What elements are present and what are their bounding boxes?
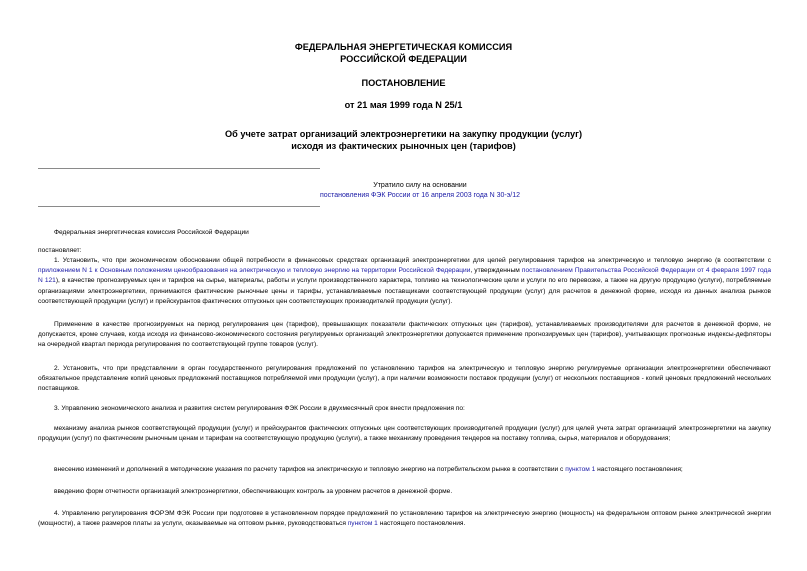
paragraph-4-text-a: 4. Управлению регулирования ФОРЭМ ФЭК России при подготовке в установленном порядке предложений по установлению тарифов на электрическую энергию (мощность) на федеральном оптовом рынке электрической энергии (мощности), а также размеров платы за услуги, оказываемые на оптовом рынке, руководствоваться [38,510,771,528]
paragraph-3b-text-a: внесению изменений и дополнений в методические указания по расчету тарифов на электрическую и тепловую энергию на потребительском рынке в соответствии с [54,466,566,473]
doc-title-line1: Об учете затрат организаций электроэнергетики на закупку продукции (услуг) [224,129,583,139]
intro-text: Федеральная энергетическая комиссия Российской Федерации [54,229,249,236]
paragraph-1-text-c: ), в качестве прогнозируемых цен и тарифов на сырье, материалы, работы и услуги производственного характера, топливо на технологические цели и услуги по его перевозке, а также на другую продукцию (услуги), потребляемые организациями электроэнергетики, принимаются фактические рыночные цены и тарифы, устанавливаемые поставщиками соответствующей продукции (услуг) для расчетов в денежной форме, исходя из данных анализа рынков соответствующей продукции (услуг) и прейскурантов фактических отпускных цен соответствующих производителей продукции (услуг). [38,277,771,305]
paragraph-3b-text-b: настоящего постановления; [595,466,683,473]
paragraph-3a: механизму анализа рынков соответствующей продукции (услуг) и прейскурантов фактических отпускных цен соответствующих производителей продукции (услуг) для целей учета затрат организаций электроэнергетики на закупку продукции (услуг) по фактическим рыночным ценам и тарифам на соответствующую продукцию (услуги), а также механизму проведения тендеров на поставку топлива, сырья, материалов и оборудования; [38,425,771,443]
paragraph-2: 2. Установить, что при представлении в орган государственного регулирования предложений по установлению тарифов на электрическую и тепловую энергию регулируемые организации электроэнергетики обеспечивают обязательное представление копий ценовых предложений поставщиков потребляемой ими продукции (услуг), а при наличии возможности поставок продукции (услуг) от нескольких поставщиков - копий ценовых предложений нескольких поставщиков. [38,365,771,393]
org-name-line1: ФЕДЕРАЛЬНАЯ ЭНЕРГЕТИЧЕСКАЯ КОМИССИЯ [294,42,513,52]
doc-title-line2: исходя из фактических рыночных цен (тарифов) [291,141,516,151]
paragraph-3c: введению форм отчетности организаций электроэнергетики, обеспечивающих контроль за уровнем расчетов в денежной форме. [54,488,453,495]
divider-top [38,168,320,169]
doc-date-number: от 21 мая 1999 года N 25/1 [344,100,463,110]
paragraph-3: 3. Управлению экономического анализа и развития систем регулирования ФЭК России в двухмесячный срок внести предложения по: [54,405,465,412]
link-point-1[interactable]: пунктом 1 [565,466,596,473]
divider-bottom [38,206,320,207]
paragraph-3b [38,465,771,475]
org-name-line2: РОССИЙСКОЙ ФЕДЕРАЦИИ [340,54,467,64]
status-text: Утратило силу на основании [373,182,467,189]
status-link[interactable]: постановления ФЭК России от 16 апреля 2003 года N 30-э/12 [319,192,521,199]
paragraph-1 [38,256,771,307]
paragraph-1b: Применение в качестве прогнозируемых на период регулирования цен (тарифов), превышающих показатели фактических отпускных цен (тарифов), устанавливаемых производителями для расчетов в денежной форме, не допускается, кроме случаев, когда исходя из финансово-экономического состояния регулируемых организаций электроэнергетики допускается применение прогнозируемых цен (тарифов), учитывающих прогнозные индексы-дефляторы на очередной квартал периода регулирования по соответствующей группе товаров (услуг). [38,321,771,349]
paragraph-4 [38,509,771,529]
link-appendix-1[interactable]: приложением N 1 к Основным положениям ценообразования на электрическую и тепловую энергию на территории Российской Федерации [38,267,471,275]
paragraph-1-text-b: , утвержденным [470,267,522,275]
paragraph-1-text-a: 1. Установить, что при экономическом обосновании общей потребности в финансовых средствах организаций электроэнергетики для целей регулирования тарифов на электрическую и тепловую энергию (в соответствии с [54,257,771,264]
doc-type: ПОСТАНОВЛЕНИЕ [361,78,446,88]
paragraph-4-text-b: настоящего постановления. [377,520,466,528]
link-point-1-second[interactable]: пунктом 1 [347,520,378,528]
link-government-decree-121[interactable]: постановлением Правительства Российской Федерации от 4 февраля 1997 года N 121 [38,267,771,285]
decree-word: постановляет: [38,247,82,254]
